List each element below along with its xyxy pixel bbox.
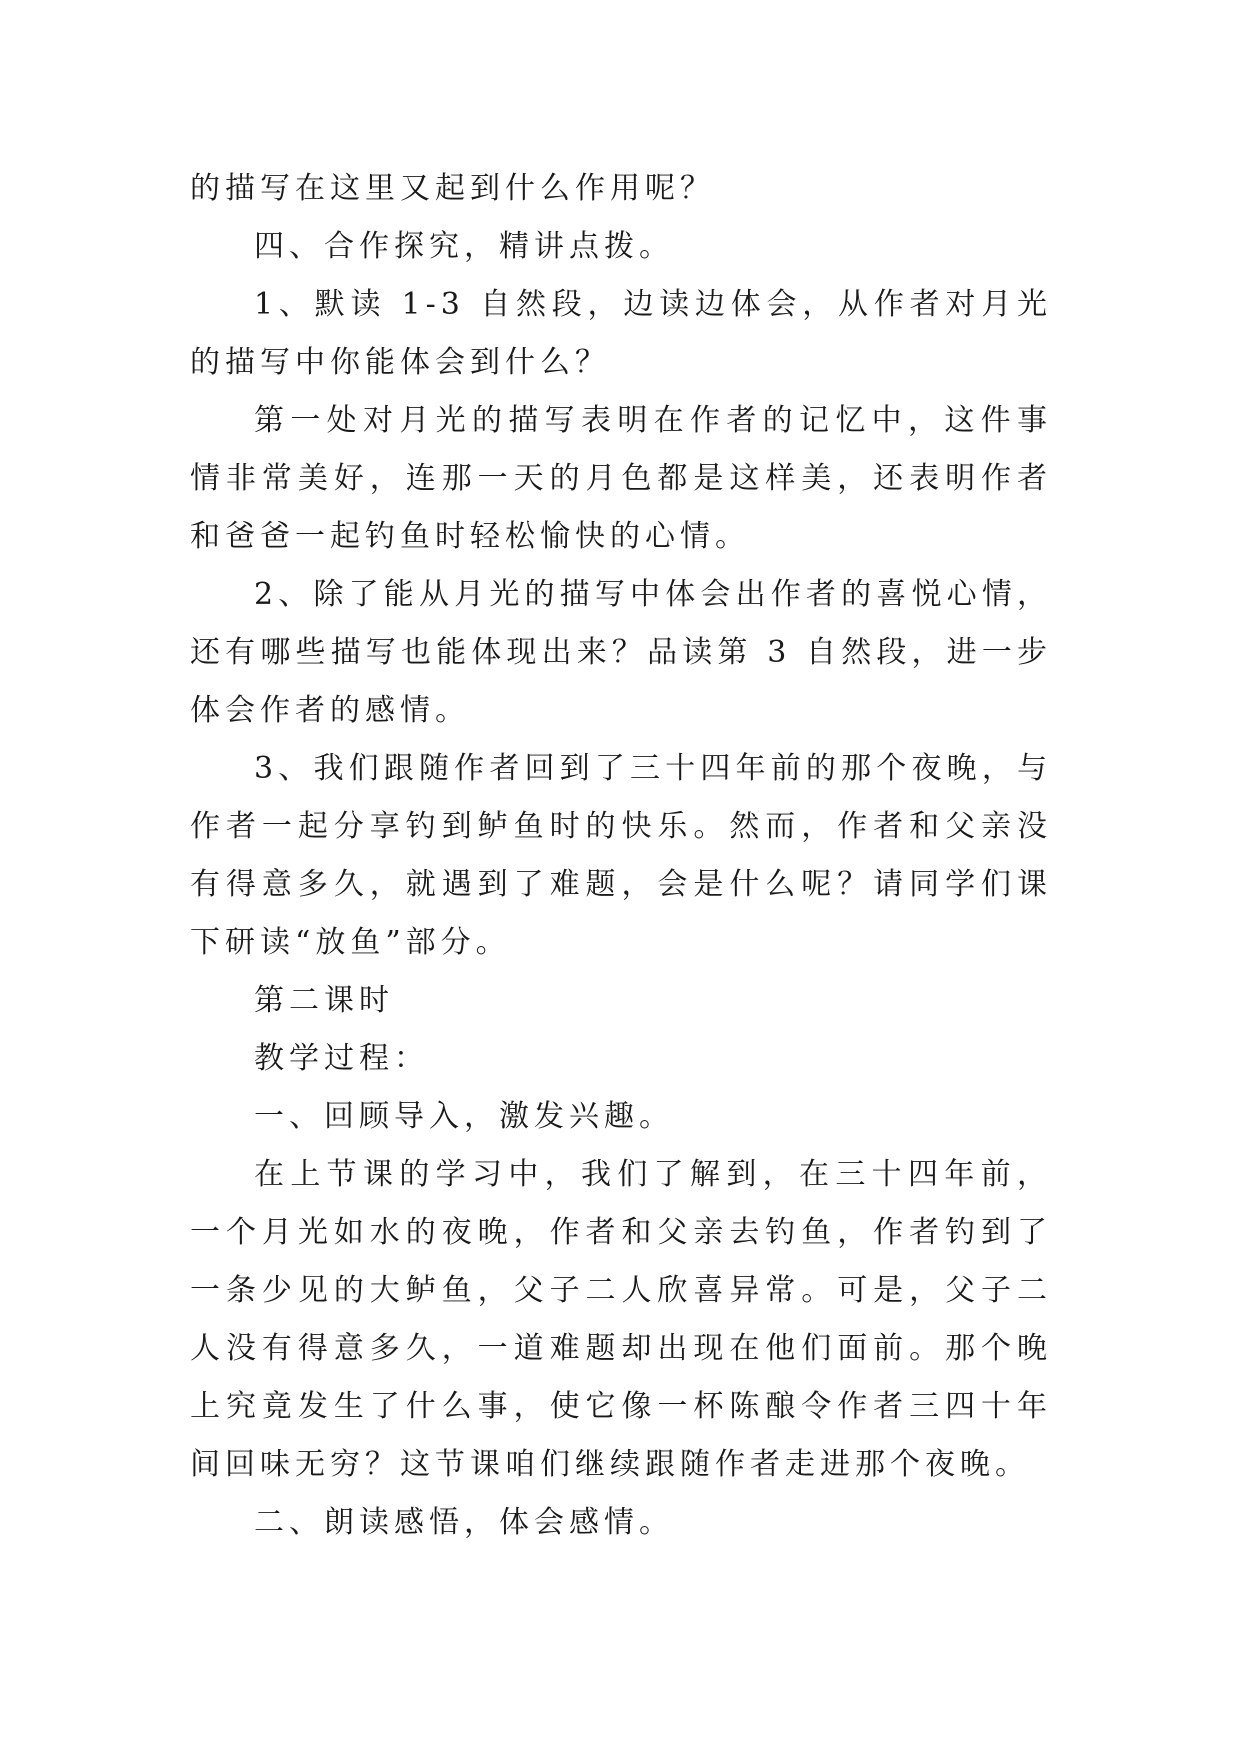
question-three: 3、我们跟随作者回到了三十四年前的那个夜晚，与作者一起分享钓到鲈鱼时的快乐。然而，作者和父亲没有得意多久，就遇到了难题，会是什么呢？请同学们课下研读“放鱼”部分。 — [190, 751, 1052, 960]
review-paragraph: 在上节课的学习中，我们了解到，在三十四年前，一个月光如水的夜晚，作者和父亲去钓鱼，作者钓到了一条少见的大鲈鱼，父子二人欣喜异常。可是，父子二人没有得意多久，一道难题却出现在他们面前。那个晚上究竟发生了什么事，使它像一杯陈酿令作者三四十年间回味无穷？这节课咱们继续跟随作者走进那个夜晚。 — [190, 1157, 1052, 1482]
question-two: 2、除了能从月光的描写中体会出作者的喜悦心情，还有哪些描写也能体现出来？品读第 3 自然段，进一步体会作者的感情。 — [190, 577, 1052, 728]
answer-one: 第一处对月光的描写表明在作者的记忆中，这件事情非常美好，连那一天的月色都是这样美，还表明作者和爸爸一起钓鱼时轻松愉快的心情。 — [190, 403, 1052, 554]
document-body — [190, 160, 1052, 1552]
section-heading-one: 一、回顾导入，激发兴趣。 — [254, 1099, 674, 1134]
section-heading-two: 二、朗读感悟，体会感情。 — [254, 1505, 674, 1540]
lesson-two-title: 第二课时 — [254, 983, 394, 1018]
section-heading-four: 四、合作探究，精讲点拨。 — [254, 229, 674, 264]
teaching-process-label: 教学过程： — [254, 1041, 429, 1076]
question-one: 1、默读 1-3 自然段，边读边体会，从作者对月光的描写中你能体会到什么？ — [190, 287, 1052, 380]
paragraph-continuation: 的描写在这里又起到什么作用呢？ — [190, 171, 715, 206]
